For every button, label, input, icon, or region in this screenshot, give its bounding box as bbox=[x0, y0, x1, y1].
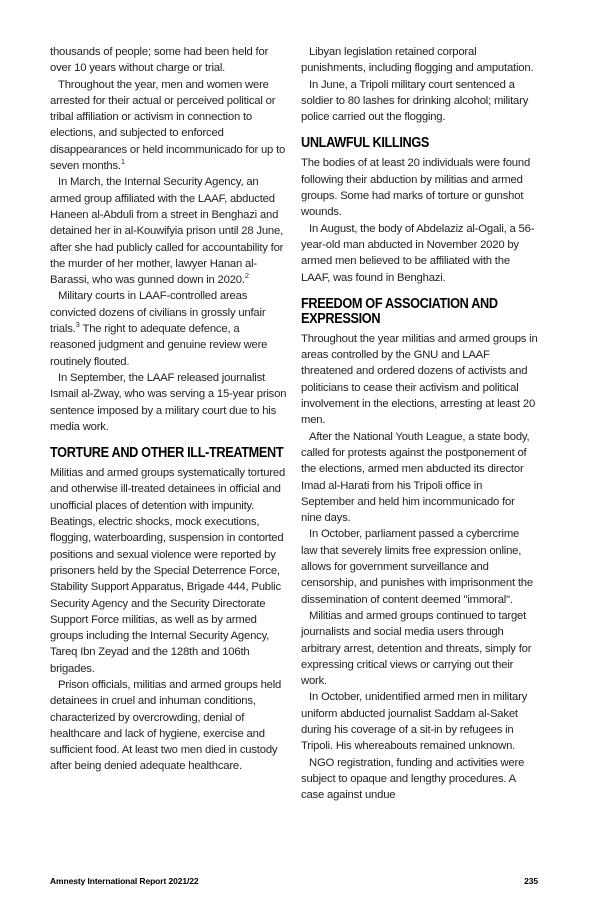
paragraph: thousands of people; some had been held for over 10 years without charge or trial. bbox=[50, 46, 269, 75]
paragraph bbox=[50, 288, 287, 369]
paragraph: After the National Youth League, a state body, called for protests against the postponement of the elections, armed men abducted its director Imad al-Harati from his Tripoli office in September and held him incommunicado for nine days. bbox=[301, 430, 530, 525]
paragraph: In October, unidentified armed men in military uniform abducted journalist Saddam al-Saket during his coverage of a sit-in by refugees in Tripoli. His whereabouts remained unknown. bbox=[301, 691, 528, 753]
footnote-ref: 1 bbox=[120, 157, 126, 167]
footnote-ref: 2 bbox=[244, 271, 249, 281]
section-heading-freedom-of-association: FREEDOM OF ASSOCIATION AND EXPRESSION bbox=[301, 295, 498, 327]
paragraph: Prison officials, militias and armed groups held detainees in cruel and inhuman conditions, characterized by overcrowding, denial of healthcare and lack of hygiene, exercise and sufficient food. At least two men died in custody after being denied adequate healthcare. bbox=[50, 678, 282, 773]
paragraph-text: Military courts in LAAF-controlled areas convicted dozens of civilians in grossly unfair trials. bbox=[50, 290, 266, 336]
left-column bbox=[50, 44, 287, 803]
section-heading-unlawful-killings: UNLAWFUL KILLINGS bbox=[301, 135, 430, 152]
page-footer bbox=[50, 876, 538, 886]
paragraph: Libyan legislation retained corporal punishments, including flogging and amputation. bbox=[301, 46, 534, 75]
paragraph: In June, a Tripoli military court sentenced a soldier to 80 lashes for drinking alcohol; military police carried out the flogging. bbox=[301, 78, 529, 124]
paragraph-text: In March, the Internal Security Agency, an armed group affiliated with the LAAF, abducted Haneen al-Abduli from a street in Benghazi and detained her in al-Kouwifyia prison until 28 June, after she had publicly called for accountability for the murder of her mother, lawyer Hanan al-Barassi, who was gunned down in 2020. bbox=[50, 176, 284, 287]
report-title: Amnesty International Report 2021/22 bbox=[50, 876, 199, 886]
right-column bbox=[301, 44, 538, 803]
paragraph bbox=[50, 77, 287, 175]
footnote-ref: 3 bbox=[75, 320, 80, 330]
paragraph-text: The right to adequate defence, a reasoned judgment and genuine review were routinely flouted. bbox=[50, 323, 268, 368]
paragraph: In October, parliament passed a cybercrime law that severely limits free expression online, allows for government surveillance and censorship, and punishes with imprisonment the dissemination of content deemed "immoral". bbox=[301, 528, 533, 606]
paragraph: NGO registration, funding and activities were subject to opaque and lengthy procedures. A case against undue bbox=[301, 756, 525, 802]
paragraph: Militias and armed groups systematically tortured and otherwise ill-treated detainees in official and unofficial places of detention with impunity. Beatings, electric shocks, mock executions, flogging, waterboarding, suspension in contorted positions and sexual violence were reported by prisoners held by the Special Deterrence Force, Stability Support Apparatus, Brigade 444, Public Security Agency and the Security Directorate Support Force militias, as well as by armed groups including the Internal Security Agency, Tareq Ibn Zeyad and the 128th and 106th brigades. bbox=[50, 467, 286, 675]
section-heading-torture: TORTURE AND OTHER ILL-TREATMENT bbox=[50, 445, 284, 462]
paragraph: Throughout the year militias and armed groups in areas controlled by the GNU and LAAF threatened and ordered dozens of activists and politicians to cease their activism and political involvement in the elections, arresting at least 20 men. bbox=[301, 332, 538, 427]
paragraph: The bodies of at least 20 individuals were found following their abduction by militias and armed groups. Some had marks of torture or gunshot wounds. bbox=[301, 157, 531, 219]
page-number: 235 bbox=[524, 876, 538, 886]
paragraph: In September, the LAAF released journalist Ismail al-Zway, who was serving a 15-year prison sentence imposed by a military court due to his media work. bbox=[50, 371, 287, 433]
paragraph bbox=[50, 174, 287, 288]
paragraph-text: Throughout the year, men and women were arrested for their actual or perceived political or tribal affiliation or activism in connection to elections, and subjected to enforced disappearances or held incommunicado for up to seven months. bbox=[50, 78, 286, 173]
paragraph: In August, the body of Abdelaziz al-Ogali, a 56-year-old man abducted in November 2020 by armed men believed to be affiliated with the LAAF, was found in Benghazi. bbox=[301, 222, 535, 284]
two-column-layout bbox=[50, 44, 538, 803]
paragraph: Militias and armed groups continued to target journalists and social media users through arbitrary arrest, detention and threats, simply for expressing critical views or carrying out their work. bbox=[301, 609, 532, 688]
